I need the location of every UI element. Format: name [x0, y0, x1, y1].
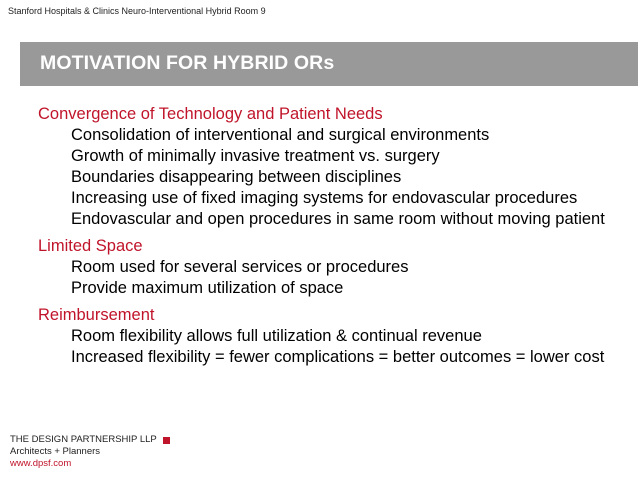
slide-title: MOTIVATION FOR HYBRID ORs: [40, 52, 335, 74]
section-heading: Convergence of Technology and Patient Needs: [38, 105, 383, 123]
list-item: Endovascular and open procedures in same room without moving patient: [71, 210, 605, 228]
footer-subtitle: Architects + Planners: [10, 446, 101, 457]
slide-content: [38, 104, 623, 374]
section-limited-space: [38, 236, 623, 299]
list-item: Growth of minimally invasive treatment vs. surgery: [71, 147, 440, 165]
list-item: Boundaries disappearing between disciplines: [71, 168, 402, 186]
section-heading: Reimbursement: [38, 306, 155, 324]
footer: [10, 434, 170, 470]
slide-title-bar: [20, 42, 638, 86]
list-item: Increasing use of fixed imaging systems for endovascular procedures: [71, 189, 578, 207]
section-reimbursement: [38, 305, 623, 368]
section-convergence: [38, 104, 623, 230]
header-title: Stanford Hospitals & Clinics Neuro-Interventional Hybrid Room 9: [8, 6, 266, 16]
footer-firm: [10, 434, 170, 446]
list-item: Room used for several services or procedures: [71, 258, 409, 276]
list-item: Consolidation of interventional and surgical environments: [71, 126, 490, 144]
section-heading: Limited Space: [38, 237, 143, 255]
firm-name: THE DESIGN PARTNERSHIP LLP: [10, 434, 157, 445]
footer-url[interactable]: www.dpsf.com: [10, 458, 72, 469]
list-item: Room flexibility allows full utilization & continual revenue: [71, 327, 482, 345]
list-item: Provide maximum utilization of space: [71, 279, 344, 297]
list-item: Increased flexibility = fewer complications = better outcomes = lower cost: [71, 348, 605, 366]
red-square-icon: [163, 437, 170, 444]
